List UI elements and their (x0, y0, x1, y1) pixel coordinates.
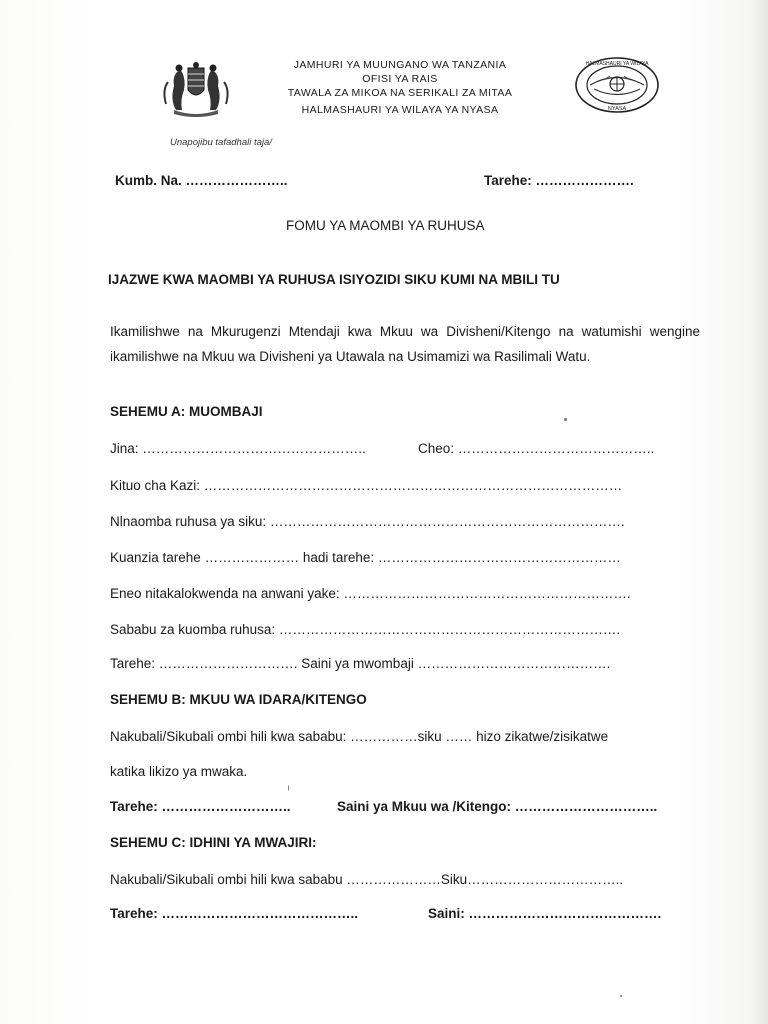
scan-speck (288, 785, 289, 791)
district-seal-icon (574, 56, 660, 114)
date-range-field[interactable]: Kuanzia tarehe ………………… hadi tarehe: ……………………………………………… (110, 550, 621, 565)
letterhead-country: JAMHURI YA MUUNGANO WA TANZANIA (293, 59, 507, 71)
workstation-field[interactable]: Kituo cha Kazi: ………………………………………………………………………………… (110, 478, 623, 493)
letterhead-council: HALMASHAURI YA WILAYA YA NYASA (301, 104, 499, 116)
instruction-paragraph: Ikamilishwe na Mkurugenzi Mtendaji kwa Mkuu wa Divisheni/Kitengo na watumishi wengine ikamilishwe na Mkuu wa Divisheni ya Utawala na Usimamizi wa Rasilimali Watu. (110, 324, 700, 364)
salutation-note: Unapojibu tafadhali taja/ (170, 137, 272, 148)
section-b-heading: SEHEMU B: MKUU WA IDARA/KITENGO (110, 692, 367, 707)
scan-speck (564, 418, 567, 421)
scan-speck (620, 995, 622, 997)
employer-approval-field[interactable]: Nakubali/Sikubali ombi hili kwa sababu …………………Siku…………………………….. (110, 872, 624, 887)
name-field[interactable]: Jina: ………………………………………….. (110, 441, 366, 456)
head-approval-continuation: katika likizo ya mwaka. (110, 764, 248, 779)
head-approval-field[interactable]: Nakubali/Sikubali ombi hili kwa sababu: ……………siku …… hizo zikatwe/zisikatwe (110, 729, 609, 744)
applicant-date-signature-field[interactable]: Tarehe: …………………………. Saini ya mwombaji ……………………………………. (110, 656, 611, 671)
head-date-field[interactable]: Tarehe: ……………………….. (110, 799, 291, 814)
section-c-heading: SEHEMU C: IDHINI YA MWAJIRI: (110, 835, 317, 850)
section-a-heading: SEHEMU A: MUOMBAJI (110, 404, 263, 419)
letterhead-office: OFISI YA RAIS (362, 73, 438, 85)
reference-number-field[interactable]: Kumb. Na. ………………….. (115, 173, 288, 188)
head-signature-field[interactable]: Saini ya Mkuu wa /Kitengo: ………………………….. (337, 799, 658, 814)
seal-text-top: HALMASHAURI YA WILAYA (585, 61, 649, 67)
reason-field[interactable]: Sababu za kuomba ruhusa: …………………………………………………………………. (110, 622, 621, 637)
leave-days-field[interactable]: Nlnaomba ruhusa ya siku: ……………………………………………………………………. (110, 514, 625, 529)
form-title: FOMU YA MAOMBI YA RUHUSA (286, 218, 485, 233)
page-edge-shadow (750, 0, 768, 1024)
employer-signature-field[interactable]: Saini: ……………………………………. (428, 906, 662, 921)
title-field[interactable]: Cheo: …………………………………….. (418, 441, 655, 456)
destination-field[interactable]: Eneo nitakalokwenda na anwani yake: ………………………………………………………. (110, 586, 631, 601)
form-subtitle: IJAZWE KWA MAOMBI YA RUHUSA ISIYOZIDI SIKU KUMI NA MBILI TU (108, 272, 560, 287)
employer-date-field[interactable]: Tarehe: …………………………………….. (110, 906, 359, 921)
letterhead (250, 58, 550, 117)
letterhead-ministry: TAWALA ZA MIKOA NA SERIKALI ZA MITAA (287, 87, 513, 99)
reference-date-field[interactable]: Tarehe: …………………. (484, 173, 634, 188)
coat-of-arms-icon (158, 60, 234, 118)
seal-text-bottom: NYASA (607, 106, 627, 112)
